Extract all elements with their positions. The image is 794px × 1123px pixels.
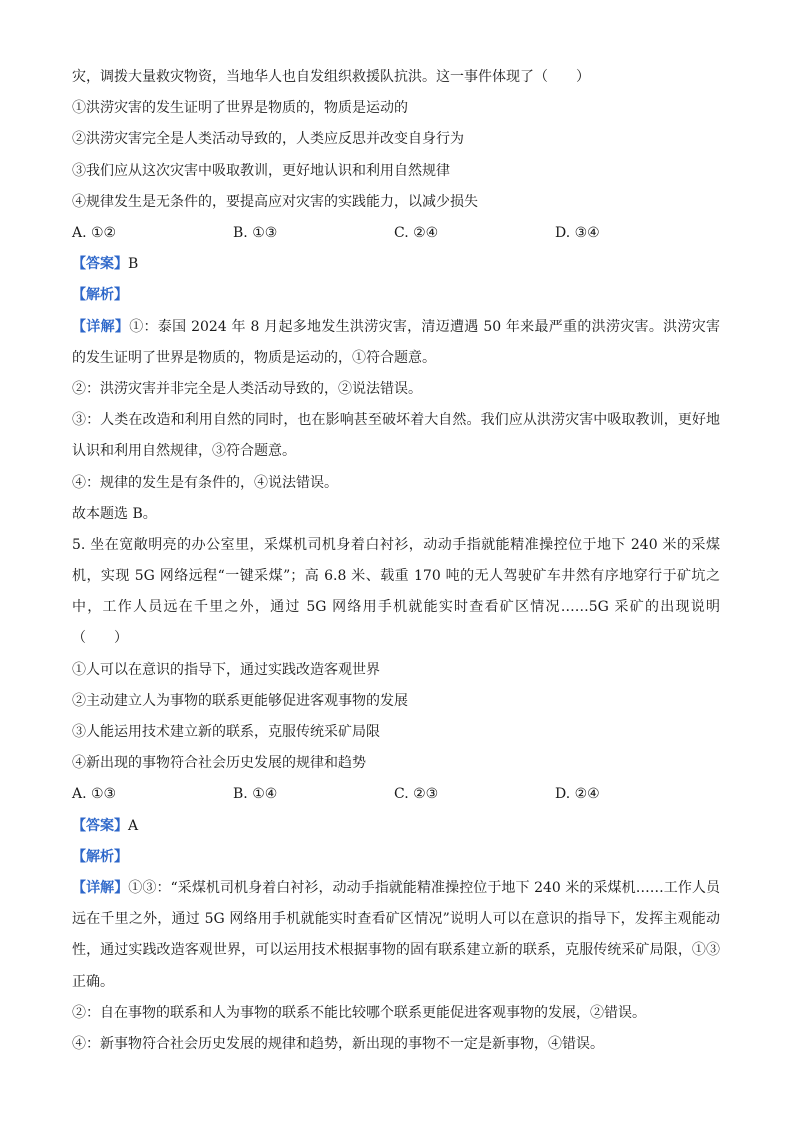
q4-detail-3: ③：人类在改造和利用自然的同时，也在影响甚至破坏着大自然。我们应从洪涝灾害中吸取教训，更好地认识和利用自然规律，③符合题意。 [72, 412, 720, 460]
q4-answer-line [72, 249, 720, 280]
q5-option-a: A. ①③ [72, 786, 117, 803]
q5-detail-1-text: ①③：“采煤机司机身着白衬衫，动动手指就能精准操控位于地下 240 米的采煤机……工作人员远在千里之外，通过 5G 网络用手机就能实时查看矿区情况”说明人可以在意识的指导下，发挥主观能动性，通过实践改造客观世界，可以运用技术根据事物的固有联系建立新的联系，克服传统采矿局限，①③正确。 [72, 880, 721, 990]
q4-detail-4: ④：规律的发生是有条件的，④说法错误。 [72, 474, 338, 491]
q4-detail-tag: 【详解】 [72, 318, 130, 335]
q5-statement-2: ②主动建立人为事物的联系更能够促进客观事物的发展 [72, 692, 408, 709]
q5-detail-2: ②：自在事物的联系和人为事物的联系不能比较哪个联系更能促进客观事物的发展，②错误。 [72, 1004, 646, 1021]
q5-detail-3: ④：新事物符合社会历史发展的规律和趋势，新出现的事物不一定是新事物，④错误。 [72, 1036, 604, 1052]
q4-stem-tail: 灾，调拨大量救灾物资，当地华人也自发组织救援队抗洪。这一事件体现了（ ） [72, 69, 590, 85]
q5-answer: A [128, 817, 139, 834]
q4-option-c: C. ②④ [394, 224, 439, 241]
q4-statement-4: ④规律发生是无条件的，要提高应对灾害的实践能力，以减少损失 [72, 193, 478, 210]
q5-analysis-tag: 【解析】 [72, 848, 128, 865]
q5-answer-tag: 【答案】 [72, 817, 128, 834]
q5-answer-line [72, 811, 720, 842]
q4-statement-3: ③我们应从这次灾害中吸取教训，更好地认识和利用自然规律 [72, 162, 450, 179]
q5-analysis-line [72, 842, 720, 873]
document-page [72, 62, 720, 1060]
q4-analysis-line [72, 280, 720, 311]
q4-conclusion: 故本题选 B。 [72, 505, 157, 522]
q4-detail-2: ②：洪涝灾害并非完全是人类活动导致的，②说法错误。 [72, 380, 422, 397]
q4-statement-1: ①洪涝灾害的发生证明了世界是物质的，物质是运动的 [72, 100, 408, 117]
q4-option-a: A. ①② [72, 224, 117, 241]
q5-statement-1: ①人可以在意识的指导下，通过实践改造客观世界 [72, 661, 380, 678]
q5-detail-tag: 【详解】 [72, 880, 129, 896]
q5-detail-1 [72, 873, 720, 998]
q5-stem: 5. 坐在宽敞明亮的办公室里，采煤机司机身着白衬衫，动动手指就能精准操控位于地下 240 米的采煤机，实现 5G 网络远程“一键采煤”；高 6.8 米、载重 170 吨的无人驾驶矿车井然有序地穿行于矿坑之中，工作人员远在千里之外，通过 5G 网络用手机就能实时查看矿区情况……5G 采矿的出现说明（ ） [72, 536, 720, 647]
q4-detail-1-text: ①：泰国 2024 年 8 月起多地发生洪涝灾害，清迈遭遇 50 年来最严重的洪涝灾害。洪涝灾害的发生证明了世界是物质的，物质是运动的，①符合题意。 [72, 318, 720, 366]
q4-option-d: D. ③④ [555, 224, 600, 241]
q4-detail-1 [72, 312, 720, 374]
q4-options [72, 218, 720, 249]
q5-option-c: C. ②③ [394, 786, 439, 803]
q4-statement-2: ②洪涝灾害完全是人类活动导致的，人类应反思并改变自身行为 [72, 131, 464, 148]
q4-answer-tag: 【答案】 [72, 256, 128, 273]
q5-options [72, 779, 720, 810]
q4-analysis-tag: 【解析】 [72, 287, 128, 304]
q5-option-d: D. ②④ [555, 786, 600, 803]
q5-statement-3: ③人能运用技术建立新的联系，克服传统采矿局限 [72, 724, 380, 741]
q4-answer: B [128, 256, 139, 273]
q5-statement-4: ④新出现的事物符合社会历史发展的规律和趋势 [72, 755, 366, 772]
q5-option-b: B. ①④ [233, 786, 278, 803]
q4-option-b: B. ①③ [233, 224, 278, 241]
